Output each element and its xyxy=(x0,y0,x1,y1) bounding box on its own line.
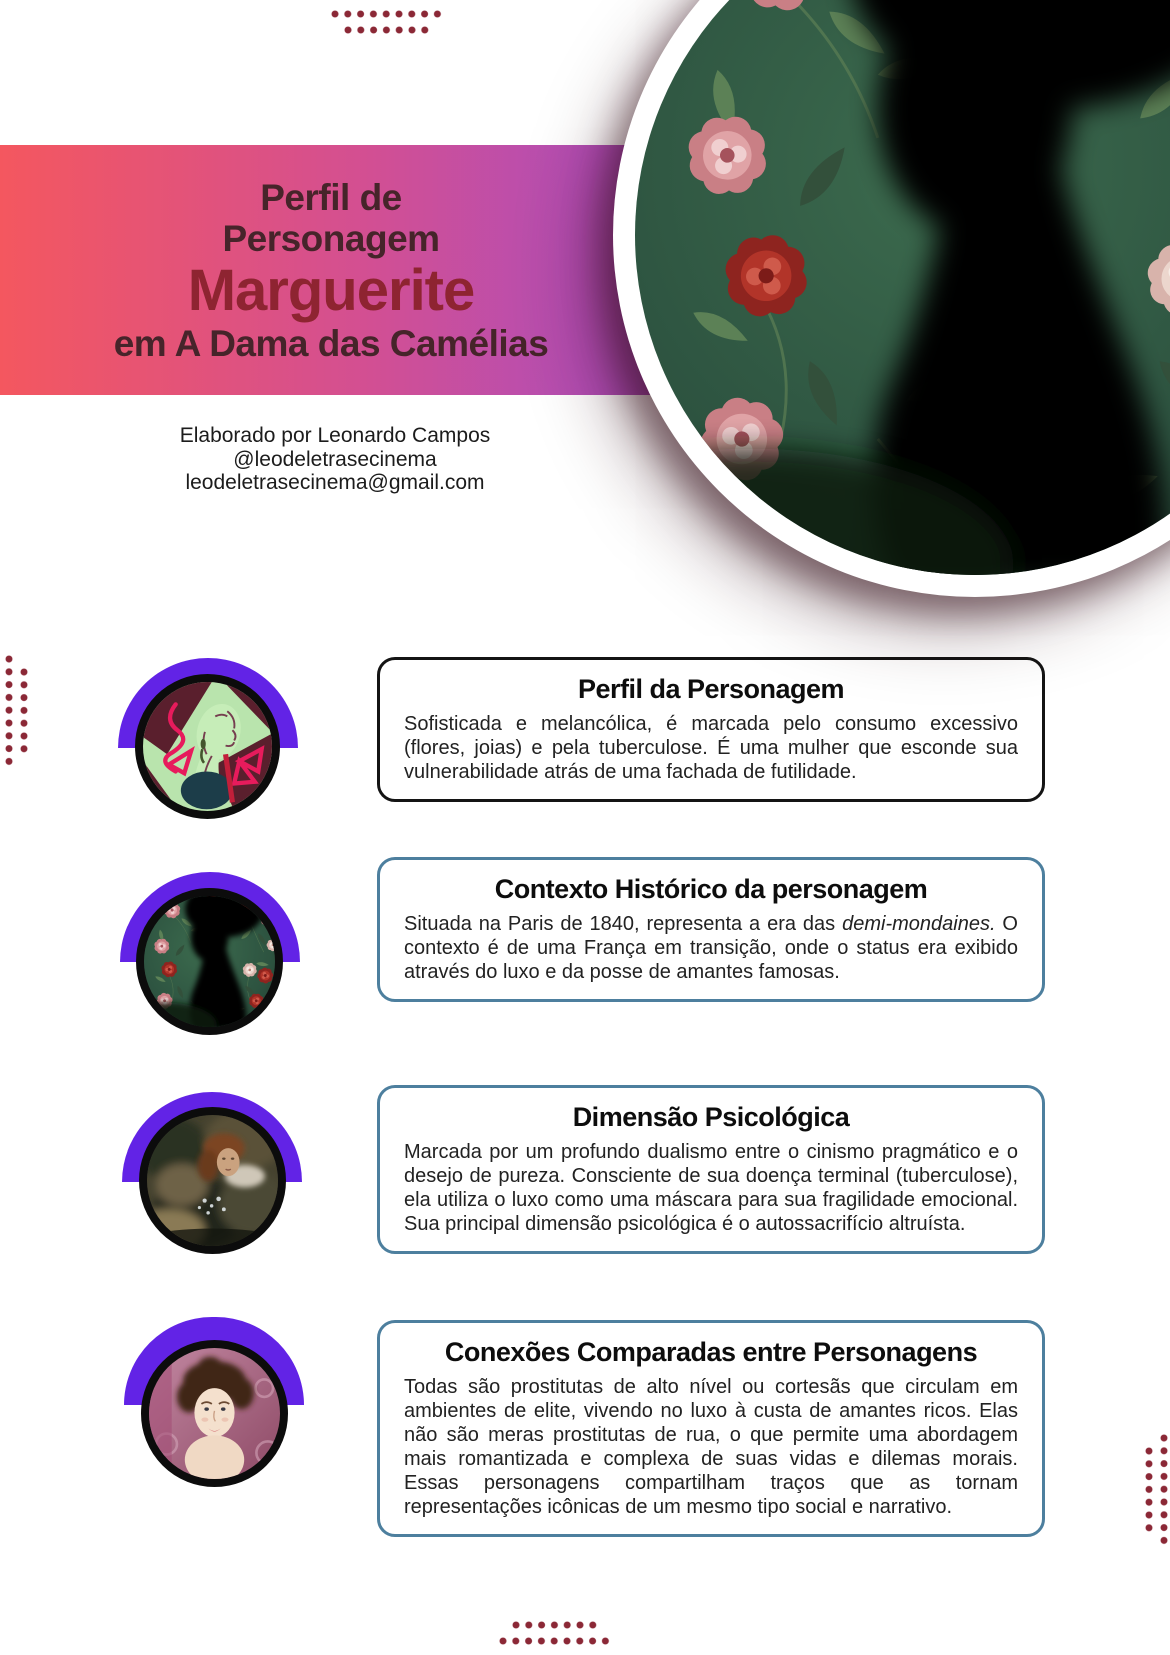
title-banner xyxy=(0,145,662,395)
section2-title: Contexto Histórico da personagem xyxy=(494,874,928,904)
section1-artwork xyxy=(135,674,280,819)
dots-pattern-top-row1 xyxy=(331,10,446,18)
page-title-line2: Personagem xyxy=(222,217,440,259)
page-title-line3: em A Dama das Camélias xyxy=(113,322,549,364)
dots-pattern-left-col2 xyxy=(20,668,28,757)
section3-card xyxy=(377,1085,1045,1254)
credits-email: leodeletrasecinema@gmail.com xyxy=(185,471,485,494)
dots-pattern-top-row2 xyxy=(344,26,433,34)
page-title-line1: Perfil de xyxy=(260,176,402,218)
italic-term: demi-mondaines. xyxy=(842,913,996,935)
dots-pattern-right-col1 xyxy=(1160,1434,1168,1549)
dots-pattern-bottom-row1 xyxy=(512,1621,601,1629)
section3-artwork xyxy=(139,1107,286,1254)
section2-artwork xyxy=(136,888,283,1035)
dots-pattern-left-col1 xyxy=(5,655,13,770)
credits-block xyxy=(135,424,535,495)
dots-pattern-right-col2 xyxy=(1145,1447,1153,1536)
section4-title: Conexões Comparadas entre Personagens xyxy=(444,1337,978,1367)
credits-author: Elaborado por Leonardo Campos xyxy=(179,424,491,447)
credits-instagram-handle: @leodeletrasecinema xyxy=(233,447,437,471)
character-name: Marguerite xyxy=(187,257,475,323)
section1-body: Sofisticada e melancólica, é marcada pelo consumo excessivo (flores, joias) e pela tuberculose. É uma mulher que esconde sua vulnerabilidade atrás de uma fachada de futilidade. xyxy=(404,713,1018,783)
section3-body: Marcada por um profundo dualismo entre o cinismo pragmático e o desejo de pureza. Consciente de sua doença terminal (tuberculose), ela utiliza o luxo como uma máscara para sua fragilidade emocional. Sua principal dimensão psicológica é o autossacrifício altruísta. xyxy=(404,1141,1018,1235)
dots-pattern-bottom-row2 xyxy=(499,1637,614,1645)
section4-body: Todas são prostitutas de alto nível ou cortesãs que circulam em ambientes de elite, vivendo no luxo à custa de amantes ricos. Elas não são meras prostitutas de rua, o que permite uma abordagem mais romantizada e complexa de suas vidas e dilemas morais. Essas personagens compartilham traços que as tornam representações icônicas de um mesmo tipo social e narrativo. xyxy=(404,1376,1018,1518)
section2-card xyxy=(377,857,1045,1002)
section4-card xyxy=(377,1320,1045,1537)
section1-title: Perfil da Personagem xyxy=(577,674,845,704)
section3-title: Dimensão Psicológica xyxy=(572,1102,850,1132)
section1-card xyxy=(377,657,1045,802)
hero-artwork xyxy=(635,0,1170,575)
section4-artwork xyxy=(141,1340,288,1487)
hero-circle xyxy=(613,0,1170,597)
section2-body: Situada na Paris de 1840, representa a era das demi-mondaines. O contexto é de uma França em transição, onde o status era exibido através do luxo e da posse de amantes famosas. xyxy=(404,913,1018,983)
